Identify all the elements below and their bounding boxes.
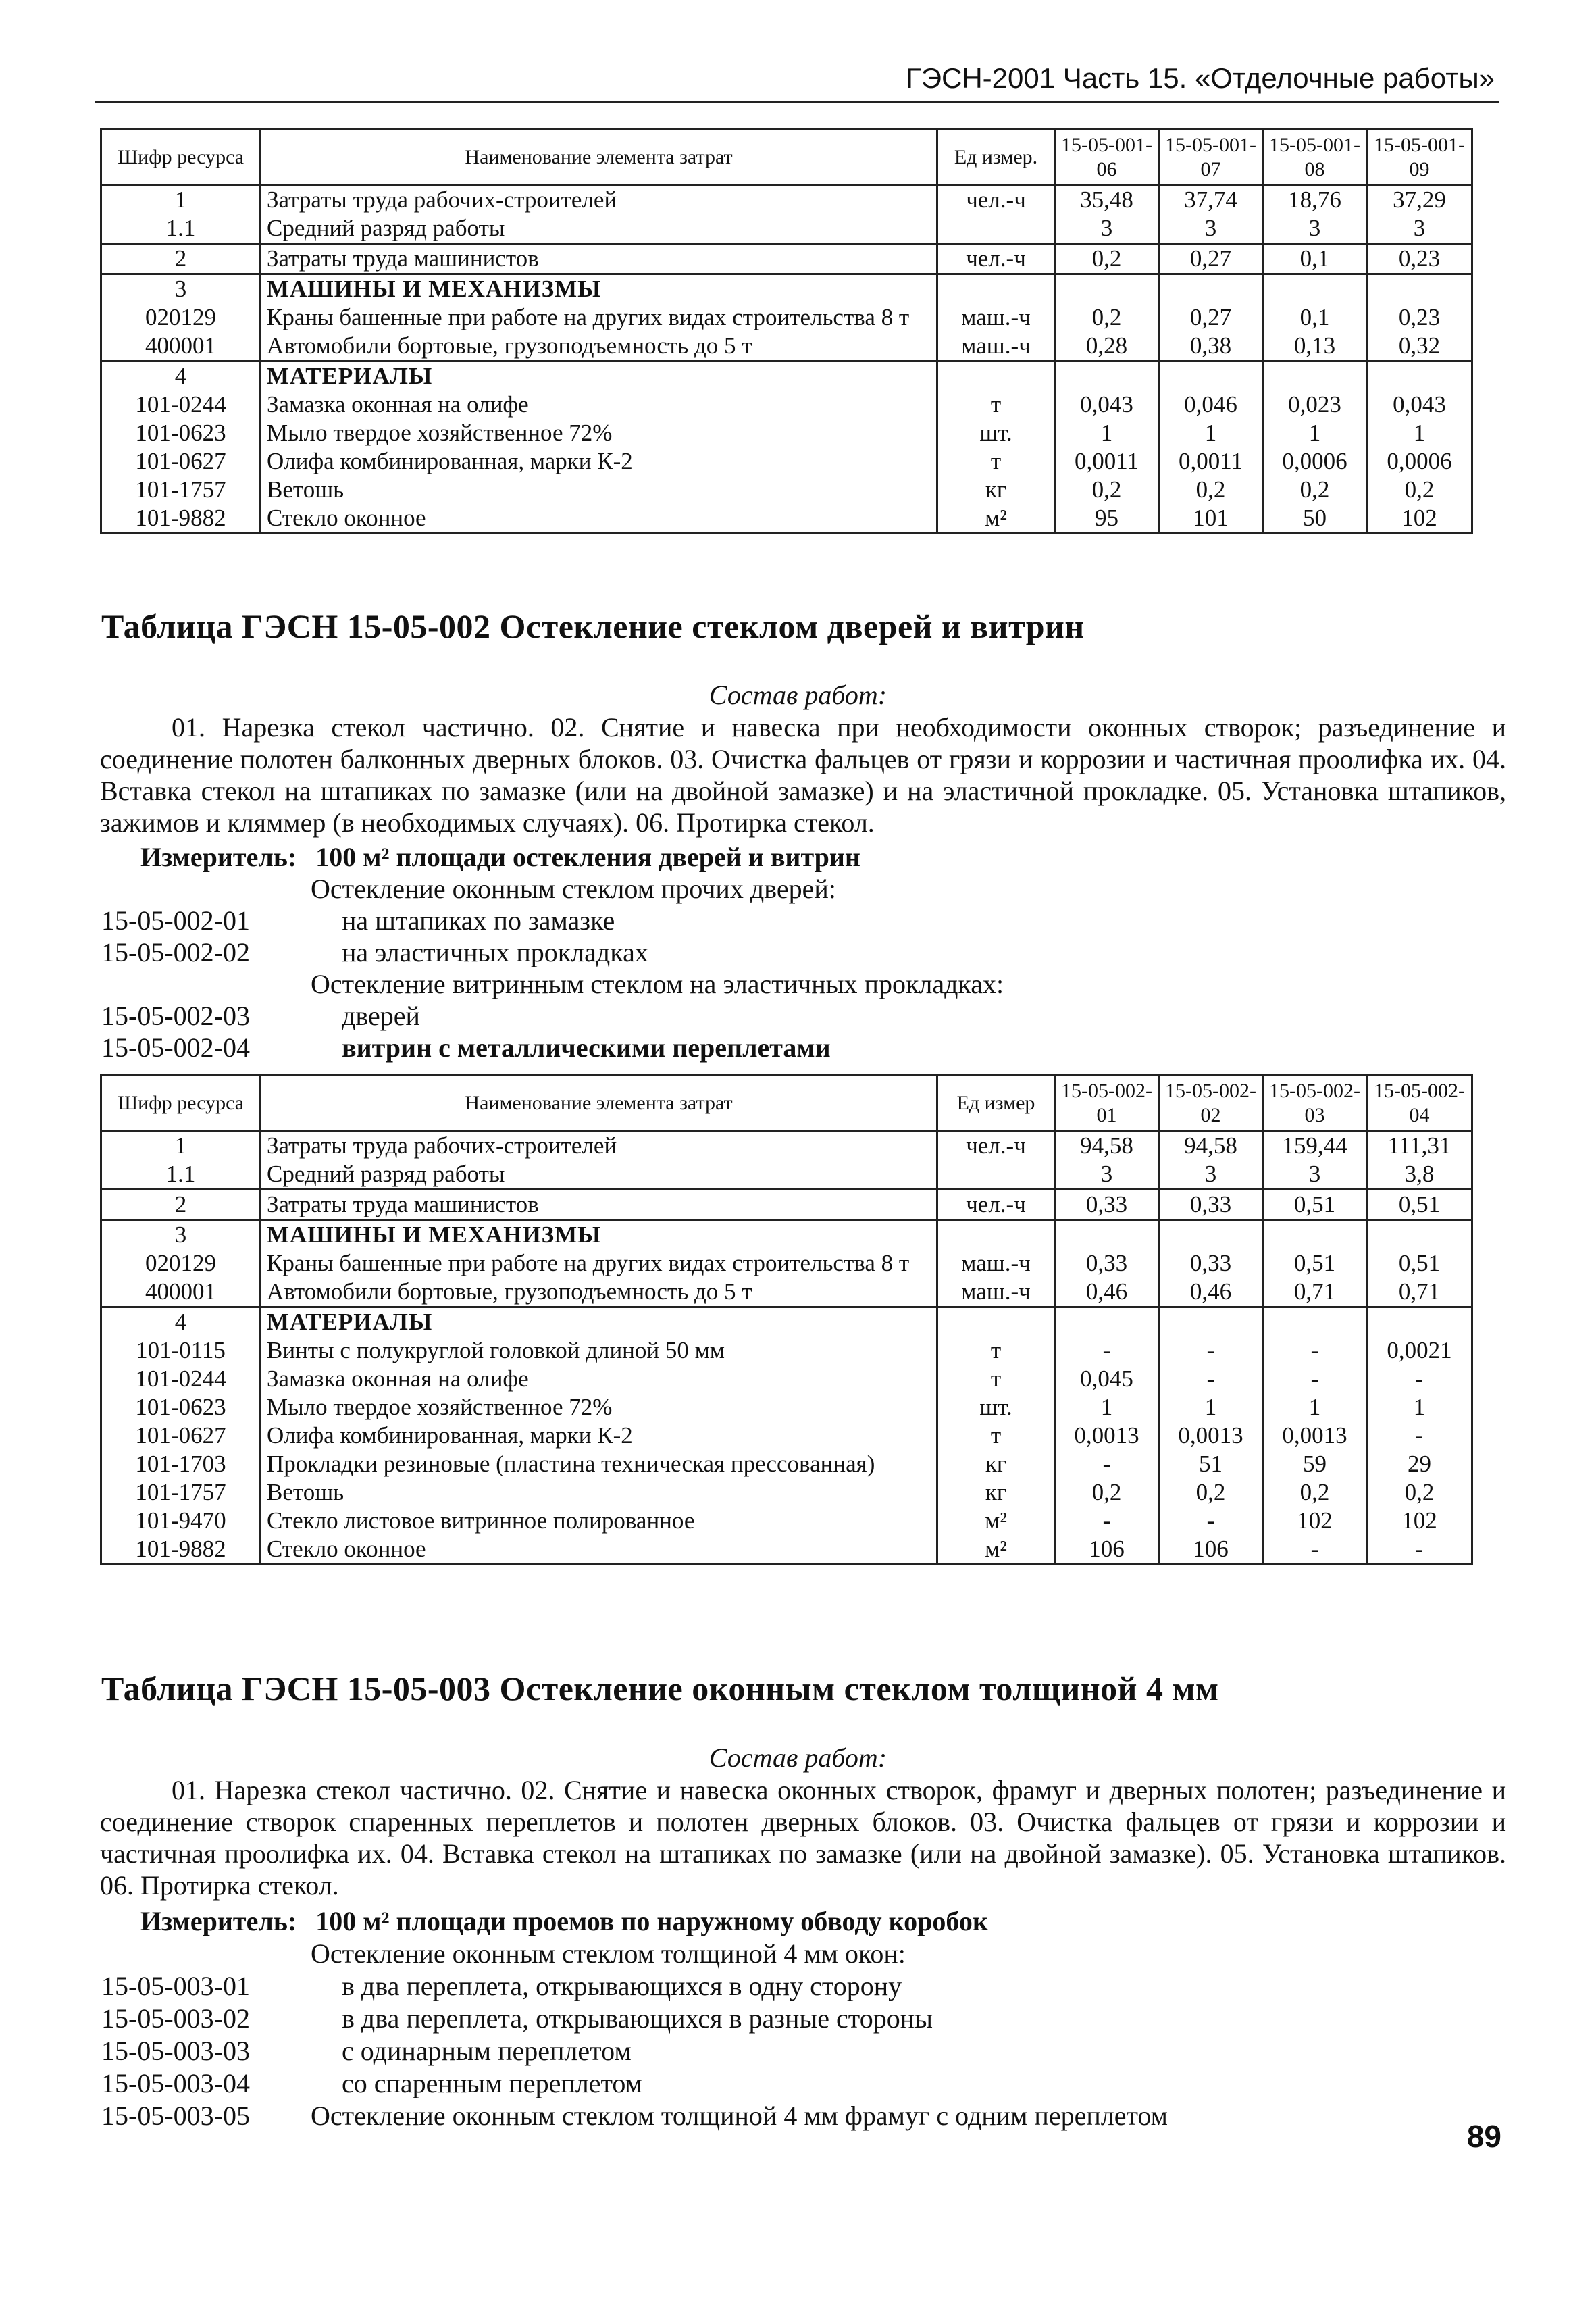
cell-value: 159,44 (1263, 1131, 1367, 1161)
cell-code: 101-1757 (101, 476, 261, 504)
cell-value: 0,38 (1159, 332, 1263, 361)
cell-value: 37,29 (1367, 185, 1472, 215)
table-row (101, 332, 1472, 361)
table-row (101, 1160, 1472, 1190)
table-row (101, 303, 1472, 332)
cell-value (1263, 274, 1367, 304)
cell-unit: т (937, 1365, 1055, 1393)
cell-value: 0,023 (1263, 391, 1367, 419)
cell-value: 1 (1367, 1393, 1472, 1422)
cell-value: 0,28 (1055, 332, 1159, 361)
item-code: 15-05-002-03 (101, 1001, 250, 1031)
cell-code: 4 (101, 1307, 261, 1337)
item-code: 15-05-002-04 (101, 1032, 250, 1063)
cell-value: 51 (1159, 1450, 1263, 1478)
item-code: 15-05-003-05 (101, 2101, 250, 2131)
table-row (101, 361, 1472, 391)
cell-value: - (1367, 1535, 1472, 1565)
cell-value: - (1159, 1507, 1263, 1535)
cell-value: - (1367, 1365, 1472, 1393)
cell-code: 101-9882 (101, 504, 261, 534)
cell-value: 0,0021 (1367, 1336, 1472, 1365)
cell-code: 101-0244 (101, 1365, 261, 1393)
cell-unit (937, 1220, 1055, 1250)
cell-value: 1 (1263, 1393, 1367, 1422)
cell-value: 3 (1055, 214, 1159, 244)
cell-value: 102 (1367, 1507, 1472, 1535)
cell-value: 0,0011 (1159, 447, 1263, 476)
cell-unit: чел.-ч (937, 185, 1055, 215)
cell-unit: кг (937, 1478, 1055, 1507)
cell-name: Замазка оконная на олифе (261, 391, 937, 419)
cell-value: 0,0011 (1055, 447, 1159, 476)
cell-name: МАШИНЫ И МЕХАНИЗМЫ (261, 274, 937, 304)
cell-name: Стекло листовое витринное полированное (261, 1507, 937, 1535)
cell-value (1367, 1307, 1472, 1337)
item-text: Остекление оконным стеклом толщиной 4 мм фрамуг с одним переплетом (311, 2101, 1168, 2131)
cell-value: - (1055, 1507, 1159, 1535)
item-code: 15-05-003-03 (101, 2036, 250, 2066)
table-row (101, 214, 1472, 244)
cell-value: 0,0006 (1263, 447, 1367, 476)
cell-code: 2 (101, 1190, 261, 1220)
cell-value: 1 (1055, 1393, 1159, 1422)
cell-code: 101-0627 (101, 447, 261, 476)
col-header-value: 15-05-001-07 (1159, 130, 1263, 185)
cell-value: - (1055, 1336, 1159, 1365)
cell-code: 400001 (101, 332, 261, 361)
cell-code: 101-0115 (101, 1336, 261, 1365)
cell-value: 0,2 (1263, 1478, 1367, 1507)
cell-name: Автомобили бортовые, грузоподъемность до 5 т (261, 332, 937, 361)
cell-value: 0,33 (1055, 1190, 1159, 1220)
cell-value: 0,13 (1263, 332, 1367, 361)
table-row (101, 1220, 1472, 1250)
cell-value: 3 (1055, 1160, 1159, 1190)
cell-code: 101-9882 (101, 1535, 261, 1565)
cell-value: 95 (1055, 504, 1159, 534)
cell-code: 400001 (101, 1278, 261, 1307)
cell-value: 0,1 (1263, 244, 1367, 274)
table-row (101, 1336, 1472, 1365)
group-heading: Остекление витринным стеклом на эластичных прокладках: (311, 969, 1004, 999)
cell-value: 0,2 (1055, 244, 1159, 274)
cell-code: 101-1703 (101, 1450, 261, 1478)
cell-unit: шт. (937, 419, 1055, 447)
table-row (101, 1365, 1472, 1393)
cell-code: 020129 (101, 303, 261, 332)
work-composition-text: 01. Нарезка стекол частично. 02. Снятие и навеска оконных створок, фрамуг и дверных полотен; разъединение и соединение створок спаренных переплетов и полотен дверных блоков. 03. Очистка фальцев от грязи и коррозии и частичная проолифка их. 04. Вставка стекол на штапиках по замазке (или на двойной замазке). 05. Установка штапиков. 06. Протирка стекол. (100, 1775, 1506, 1901)
cell-value: 0,0013 (1055, 1422, 1159, 1450)
col-header-value: 15-05-002-03 (1263, 1076, 1367, 1131)
cell-unit (937, 274, 1055, 304)
col-header-value: 15-05-001-08 (1263, 130, 1367, 185)
cell-value: 0,2 (1055, 303, 1159, 332)
item-code: 15-05-003-04 (101, 2068, 250, 2098)
item-code: 15-05-003-02 (101, 2003, 250, 2034)
cell-value: 3 (1263, 214, 1367, 244)
cell-value: 0,2 (1055, 1478, 1159, 1507)
measure-label: Измеритель: (140, 842, 297, 872)
table-row (101, 1450, 1472, 1478)
cell-code: 020129 (101, 1249, 261, 1278)
cell-value: 0,32 (1367, 332, 1472, 361)
table-row (101, 1507, 1472, 1535)
cell-name: Краны башенные при работе на других видах строительства 8 т (261, 303, 937, 332)
work-composition-label: Состав работ: (709, 1742, 887, 1773)
cell-value: 0,27 (1159, 303, 1263, 332)
cell-value: 0,045 (1055, 1365, 1159, 1393)
cell-value: 3 (1367, 214, 1472, 244)
col-header-code: Шифр ресурса (101, 1076, 261, 1131)
table-row (101, 185, 1472, 215)
cell-value: 0,51 (1263, 1190, 1367, 1220)
work-composition-label: Состав работ: (709, 680, 887, 710)
item-code: 15-05-003-01 (101, 1971, 250, 2001)
item-text: в два переплета, открывающихся в разные стороны (342, 2003, 933, 2034)
resource-table-15-05-002 (100, 1074, 1473, 1565)
cell-unit (937, 361, 1055, 391)
table-row (101, 419, 1472, 447)
cell-value: 0,2 (1367, 476, 1472, 504)
cell-value: 94,58 (1159, 1131, 1263, 1161)
cell-value: 0,23 (1367, 244, 1472, 274)
cell-code: 1 (101, 185, 261, 215)
table-row (101, 447, 1472, 476)
cell-unit: кг (937, 476, 1055, 504)
cell-unit: чел.-ч (937, 1190, 1055, 1220)
cell-value: 0,51 (1367, 1190, 1472, 1220)
cell-unit: кг (937, 1450, 1055, 1478)
cell-name: Олифа комбинированная, марки К-2 (261, 1422, 937, 1450)
cell-unit: маш.-ч (937, 332, 1055, 361)
cell-value: 106 (1055, 1535, 1159, 1565)
cell-value: 50 (1263, 504, 1367, 534)
cell-value: 0,1 (1263, 303, 1367, 332)
cell-value: 0,2 (1263, 476, 1367, 504)
cell-value (1159, 274, 1263, 304)
cell-unit: маш.-ч (937, 1278, 1055, 1307)
cell-value: - (1055, 1450, 1159, 1478)
measure-value: 100 м² площади проемов по наружному обводу коробок (315, 1906, 988, 1936)
cell-code: 1.1 (101, 1160, 261, 1190)
table-row (101, 1535, 1472, 1565)
cell-value: 0,0006 (1367, 447, 1472, 476)
group-heading: Остекление оконным стеклом прочих дверей: (311, 874, 836, 904)
cell-value: 3 (1159, 1160, 1263, 1190)
cell-value: 35,48 (1055, 185, 1159, 215)
cell-value: 37,74 (1159, 185, 1263, 215)
cell-value: 0,23 (1367, 303, 1472, 332)
measure-label: Измеритель: (140, 1906, 297, 1936)
cell-name: Мыло твердое хозяйственное 72% (261, 1393, 937, 1422)
cell-name: МАШИНЫ И МЕХАНИЗМЫ (261, 1220, 937, 1250)
cell-value: - (1159, 1365, 1263, 1393)
item-text: со спаренным переплетом (342, 2068, 642, 2098)
col-header-value: 15-05-002-04 (1367, 1076, 1472, 1131)
table-row (101, 1393, 1472, 1422)
item-text: витрин с металлическими переплетами (342, 1032, 831, 1063)
cell-value: - (1263, 1336, 1367, 1365)
cell-value (1159, 361, 1263, 391)
cell-code: 4 (101, 361, 261, 391)
cell-name: Затраты труда машинистов (261, 1190, 937, 1220)
cell-value (1263, 1220, 1367, 1250)
item-text: на эластичных прокладках (342, 937, 648, 967)
cell-name: Олифа комбинированная, марки К-2 (261, 447, 937, 476)
cell-name: Стекло оконное (261, 1535, 937, 1565)
cell-value (1055, 361, 1159, 391)
cell-name: Средний разряд работы (261, 1160, 937, 1190)
col-header-value: 15-05-002-02 (1159, 1076, 1263, 1131)
cell-value (1055, 1220, 1159, 1250)
cell-value: 101 (1159, 504, 1263, 534)
section-title-15-05-003: Таблица ГЭСН 15-05-003 Остекление оконным стеклом толщиной 4 мм (101, 1669, 1219, 1707)
cell-value (1055, 274, 1159, 304)
table-row (101, 504, 1472, 534)
table-row (101, 1190, 1472, 1220)
cell-unit: м² (937, 1507, 1055, 1535)
measure-line (140, 1905, 988, 1937)
cell-unit: м² (937, 1535, 1055, 1565)
cell-value: 0,0013 (1263, 1422, 1367, 1450)
cell-code: 1.1 (101, 214, 261, 244)
table-row (101, 274, 1472, 304)
col-header-name: Наименование элемента затрат (261, 1076, 937, 1131)
cell-name: Замазка оконная на олифе (261, 1365, 937, 1393)
col-header-value: 15-05-002-01 (1055, 1076, 1159, 1131)
col-header-name: Наименование элемента затрат (261, 130, 937, 185)
cell-code: 3 (101, 274, 261, 304)
cell-value: 106 (1159, 1535, 1263, 1565)
cell-value: 3,8 (1367, 1160, 1472, 1190)
cell-code: 101-1757 (101, 1478, 261, 1507)
cell-value: 3 (1159, 214, 1263, 244)
cell-value (1055, 1307, 1159, 1337)
cell-unit: т (937, 1422, 1055, 1450)
item-code: 15-05-002-02 (101, 937, 250, 967)
cell-unit: т (937, 1336, 1055, 1365)
cell-value: 0,46 (1159, 1278, 1263, 1307)
col-header-code: Шифр ресурса (101, 130, 261, 185)
table-row (101, 1307, 1472, 1337)
cell-code: 101-0623 (101, 419, 261, 447)
col-header-value: 15-05-001-09 (1367, 130, 1472, 185)
table-row (101, 391, 1472, 419)
item-text: с одинарным переплетом (342, 2036, 632, 2066)
item-text: дверей (342, 1001, 420, 1031)
table-row (101, 1278, 1472, 1307)
cell-value: 0,51 (1263, 1249, 1367, 1278)
cell-name: Ветошь (261, 476, 937, 504)
cell-value: 0,2 (1159, 476, 1263, 504)
cell-name: Краны башенные при работе на других видах строительства 8 т (261, 1249, 937, 1278)
cell-value: 29 (1367, 1450, 1472, 1478)
cell-value: 102 (1367, 504, 1472, 534)
cell-name: Прокладки резиновые (пластина техническая прессованная) (261, 1450, 937, 1478)
cell-unit: м² (937, 504, 1055, 534)
cell-value: 1 (1055, 419, 1159, 447)
group-heading: Остекление оконным стеклом толщиной 4 мм окон: (311, 1938, 906, 1969)
cell-unit: чел.-ч (937, 1131, 1055, 1161)
cell-value (1367, 1220, 1472, 1250)
cell-name: МАТЕРИАЛЫ (261, 361, 937, 391)
cell-unit: т (937, 391, 1055, 419)
cell-value: 0,0013 (1159, 1422, 1263, 1450)
cell-code: 2 (101, 244, 261, 274)
cell-name: Винты с полукруглой головкой длиной 50 мм (261, 1336, 937, 1365)
cell-value (1367, 361, 1472, 391)
running-header: ГЭСН-2001 Часть 15. «Отделочные работы» (906, 62, 1495, 94)
cell-code: 101-0244 (101, 391, 261, 419)
cell-value: - (1367, 1422, 1472, 1450)
cell-name: Затраты труда рабочих-строителей (261, 185, 937, 215)
page-number: 89 (1466, 2119, 1501, 2154)
cell-value: 3 (1263, 1160, 1367, 1190)
cell-value: 0,2 (1159, 1478, 1263, 1507)
table-row (101, 1478, 1472, 1507)
cell-value: 0,46 (1055, 1278, 1159, 1307)
cell-value: 0,2 (1367, 1478, 1472, 1507)
cell-value: 1 (1159, 419, 1263, 447)
cell-value: 0,33 (1055, 1249, 1159, 1278)
table-row (101, 1422, 1472, 1450)
cell-value: 0,043 (1055, 391, 1159, 419)
col-header-unit: Ед измер (937, 1076, 1055, 1131)
cell-unit (937, 1307, 1055, 1337)
cell-name: МАТЕРИАЛЫ (261, 1307, 937, 1337)
cell-value: 111,31 (1367, 1131, 1472, 1161)
cell-code: 101-0627 (101, 1422, 261, 1450)
cell-value: 1 (1367, 419, 1472, 447)
cell-value: 0,51 (1367, 1249, 1472, 1278)
cell-value: 1 (1263, 419, 1367, 447)
work-composition-text: 01. Нарезка стекол частично. 02. Снятие и навеска при необходимости оконных створок; разъединение и соединение полотен балконных дверных блоков. 03. Очистка фальцев от грязи и коррозии и частичная проолифка их. 04. Вставка стекол на штапиках по замазке (или на двойной замазке) и на эластичной прокладке. 05. Установка штапиков, зажимов и кляммер (в необходимых случаях). 06. Протирка стекол. (100, 712, 1506, 838)
cell-unit: чел.-ч (937, 244, 1055, 274)
table-row (101, 1131, 1472, 1161)
cell-value (1263, 361, 1367, 391)
cell-value: 0,043 (1367, 391, 1472, 419)
cell-name: Автомобили бортовые, грузоподъемность до 5 т (261, 1278, 937, 1307)
cell-unit: т (937, 447, 1055, 476)
cell-unit: маш.-ч (937, 1249, 1055, 1278)
item-text: в два переплета, открывающихся в одну сторону (342, 1971, 902, 2001)
cell-value (1367, 274, 1472, 304)
cell-name: Ветошь (261, 1478, 937, 1507)
cell-value: 0,2 (1055, 476, 1159, 504)
cell-value (1263, 1307, 1367, 1337)
cell-unit: шт. (937, 1393, 1055, 1422)
cell-value: - (1159, 1336, 1263, 1365)
cell-name: Затраты труда рабочих-строителей (261, 1131, 937, 1161)
col-header-value: 15-05-001-06 (1055, 130, 1159, 185)
cell-value: 1 (1159, 1393, 1263, 1422)
cell-value: 0,33 (1159, 1249, 1263, 1278)
cell-value: - (1263, 1535, 1367, 1565)
cell-value: 59 (1263, 1450, 1367, 1478)
section-title-15-05-002: Таблица ГЭСН 15-05-002 Остекление стеклом дверей и витрин (101, 607, 1085, 645)
cell-value: 0,71 (1367, 1278, 1472, 1307)
cell-value: - (1263, 1365, 1367, 1393)
cell-unit: маш.-ч (937, 303, 1055, 332)
cell-unit (937, 214, 1055, 244)
table-row (101, 244, 1472, 274)
cell-code: 101-0623 (101, 1393, 261, 1422)
resource-table-15-05-001 (100, 128, 1473, 534)
cell-value: 0,27 (1159, 244, 1263, 274)
header-rule (95, 101, 1499, 103)
cell-value: 0,046 (1159, 391, 1263, 419)
cell-code: 1 (101, 1131, 261, 1161)
cell-value: 18,76 (1263, 185, 1367, 215)
cell-name: Стекло оконное (261, 504, 937, 534)
col-header-unit: Ед измер. (937, 130, 1055, 185)
cell-value: 102 (1263, 1507, 1367, 1535)
cell-value (1159, 1220, 1263, 1250)
cell-value: 0,71 (1263, 1278, 1367, 1307)
cell-code: 3 (101, 1220, 261, 1250)
cell-value: 94,58 (1055, 1131, 1159, 1161)
cell-name: Мыло твердое хозяйственное 72% (261, 419, 937, 447)
measure-value: 100 м² площади остекления дверей и витрин (315, 842, 860, 872)
cell-code: 101-9470 (101, 1507, 261, 1535)
cell-name: Затраты труда машинистов (261, 244, 937, 274)
cell-value: 0,33 (1159, 1190, 1263, 1220)
measure-line (140, 841, 860, 873)
cell-name: Средний разряд работы (261, 214, 937, 244)
cell-unit (937, 1160, 1055, 1190)
cell-value (1159, 1307, 1263, 1337)
table-row (101, 476, 1472, 504)
item-code: 15-05-002-01 (101, 905, 250, 936)
item-text: на штапиках по замазке (342, 905, 615, 936)
table-row (101, 1249, 1472, 1278)
